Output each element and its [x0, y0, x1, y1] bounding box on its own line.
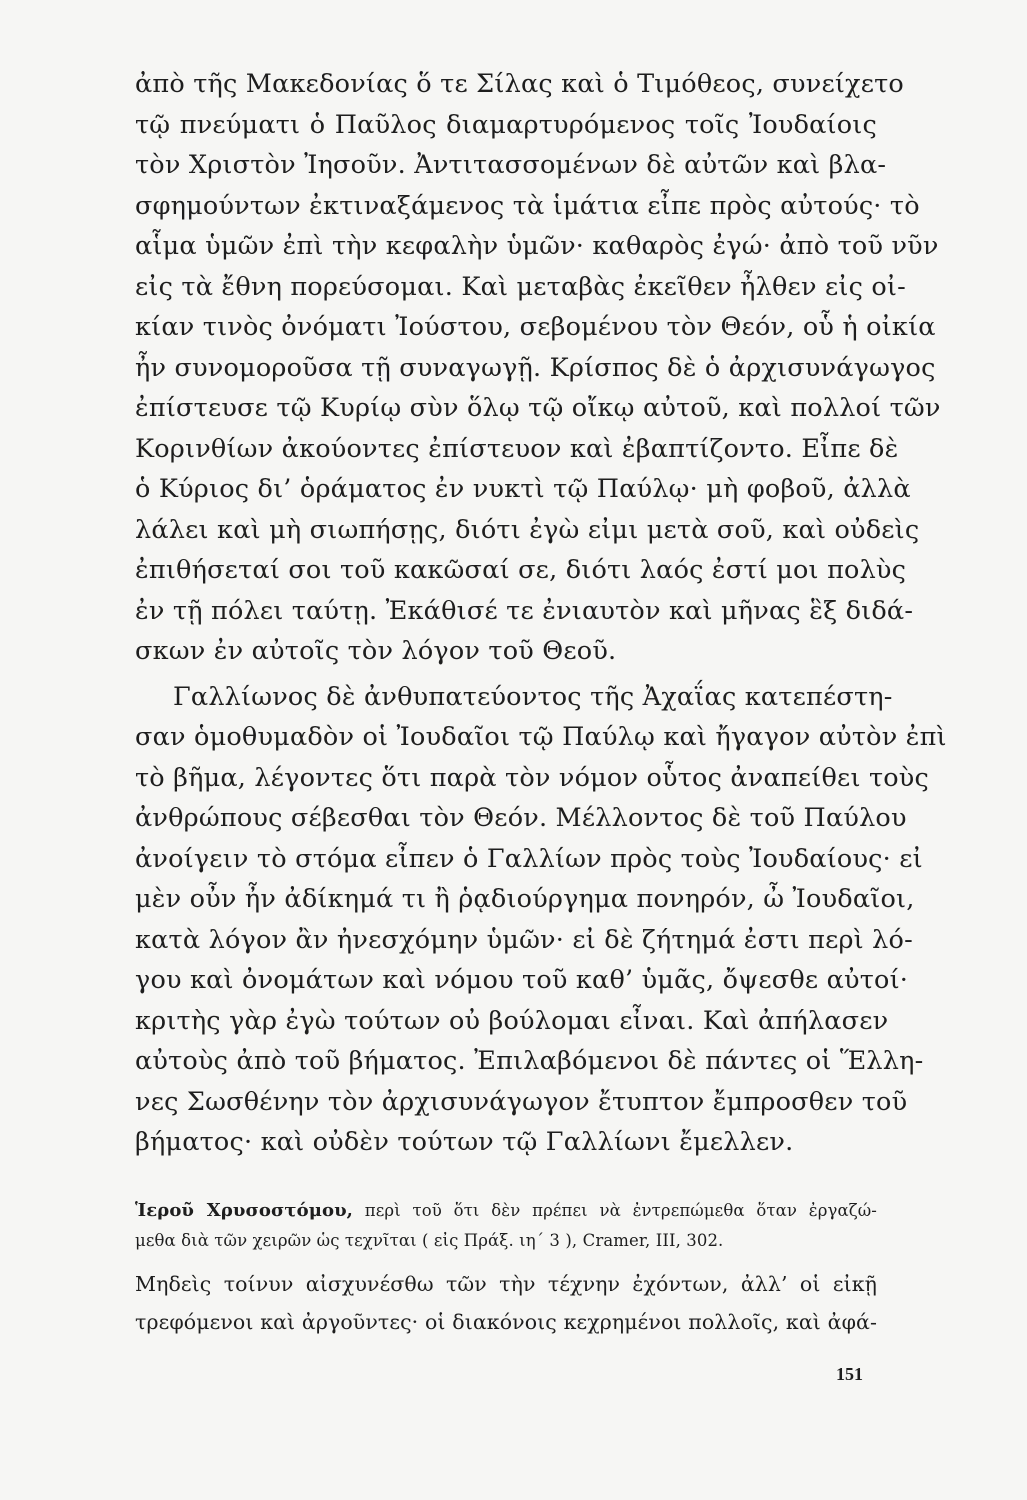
text-line: Γαλλίωνος δὲ ἀνθυπατεύοντος τῆς Ἀχαΐας κατεπέστη-: [173, 681, 893, 712]
text-line: αὐτοὺς ἀπὸ τοῦ βήματος. Ἐπιλαβόμενοι δὲ πάντες οἱ Ἕλλη-: [135, 1046, 924, 1076]
paragraph-2: [135, 677, 947, 1163]
text-line: σκων ἐν αὐτοῖς τὸν λόγον τοῦ Θεοῦ.: [135, 636, 617, 666]
text-line: ἀνθρώπους σέβεσθαι τὸν Θεόν. Μέλλοντος δὲ τοῦ Παύλου: [135, 803, 907, 833]
citation-line-2: μεθα διὰ τῶν χειρῶν ὡς τεχνῖται ( εἰς Πράξ. ιη΄ 3 ), Cramer, III, 302.: [135, 1231, 724, 1250]
text-line: ἀπὸ τῆς Μακεδονίας ὅ τε Σίλας καὶ ὁ Τιμόθεος, συνείχετο: [135, 69, 904, 99]
text-line: ἐν τῇ πόλει ταύτῃ. Ἐκάθισέ τε ἐνιαυτὸν καὶ μῆνας ἓξ διδά-: [135, 595, 914, 626]
text-line: τὸν Χριστὸν Ἰησοῦν. Ἀντιτασσομένων δὲ αὐτῶν καὶ βλα-: [135, 150, 887, 180]
quote-line: Μηδεὶς τοίνυν αἰσχυνέσθω τῶν τὴν τέχνην ἐχόντων, ἀλλ’ οἱ εἰκῇ: [135, 1272, 877, 1296]
text-line: λάλει καὶ μὴ σιωπήσῃς, διότι ἐγὼ εἰμι μετὰ σοῦ, καὶ οὐδεὶς: [135, 514, 920, 545]
text-line: Κορινθίων ἀκούοντες ἐπίστευον καὶ ἐβαπτίζοντο. Εἶπε δὲ: [135, 433, 899, 464]
text-line: κατὰ λόγον ἂν ἠνεσχόμην ὑμῶν· εἰ δὲ ζήτημά ἐστι περὶ λό-: [135, 924, 913, 955]
text-line: γου καὶ ὀνομάτων καὶ νόμου τοῦ καθ’ ὑμᾶς, ὄψεσθε αὐτοί·: [135, 965, 909, 995]
text-line: ἀνοίγειν τὸ στόμα εἶπεν ὁ Γαλλίων πρὸς τοὺς Ἰουδαίους· εἰ: [135, 843, 923, 874]
text-line: εἰς τὰ ἔθνη πορεύσομαι. Καὶ μεταβὰς ἐκεῖθεν ἦλθεν εἰς οἰ-: [135, 271, 906, 302]
text-line: μὲν οὖν ἦν ἀδίκημά τι ἢ ῥᾳδιούργημα πονηρόν, ὦ Ἰουδαῖοι,: [135, 884, 915, 914]
text-line: βήματος· καὶ οὐδὲν τούτων τῷ Γαλλίωνι ἔμελλεν.: [135, 1127, 794, 1157]
citation-line-1: [135, 1196, 877, 1226]
text-line: αἷμα ὑμῶν ἐπὶ τὴν κεφαλὴν ὑμῶν· καθαρὸς ἐγώ· ἀπὸ τοῦ νῦν: [135, 231, 939, 261]
text-line: ἐπίστευσε τῷ Κυρίῳ σὺν ὅλῳ τῷ οἴκῳ αὐτοῦ, καὶ πολλοί τῶν: [135, 393, 941, 423]
page-number: 151: [836, 1364, 863, 1384]
text-line: κριτὴς γὰρ ἐγὼ τούτων οὐ βούλομαι εἶναι. Καὶ ἀπήλασεν: [135, 1005, 889, 1036]
text-line: σφημούντων ἐκτιναξάμενος τὰ ἱμάτια εἶπε πρὸς αὐτούς· τὸ: [135, 190, 920, 221]
text-line: ὁ Κύριος δι’ ὁράματος ἐν νυκτὶ τῷ Παύλῳ· μὴ φοβοῦ, ἀλλὰ: [135, 474, 911, 504]
text-line: τὸ βῆμα, λέγοντες ὅτι παρὰ τὸν νόμον οὗτος ἀναπείθει τοὺς: [135, 762, 929, 793]
text-line: νες Σωσθένην τὸν ἀρχισυνάγωγον ἔτυπτον ἔμπροσθεν τοῦ: [135, 1086, 908, 1117]
quote-line: τρεφόμενοι καὶ ἀργοῦντες· οἱ διακόνοις κεχρημένοι πολλοῖς, καὶ ἀφά-: [135, 1310, 877, 1334]
text-line: κίαν τινὸς ὀνόματι Ἰούστου, σεβομένου τὸν Θεόν, οὗ ἡ οἰκία: [135, 312, 936, 342]
text-line: ἦν συνομοροῦσα τῇ συναγωγῇ. Κρίσπος δὲ ὁ ἀρχισυνάγωγος: [135, 352, 936, 383]
main-text: [135, 64, 947, 1163]
citation-title: περὶ τοῦ ὅτι δὲν πρέπει νὰ ἐντρεπώμεθα ὅταν ἐργαζώ-: [364, 1201, 877, 1220]
citation-heading: [135, 1196, 877, 1256]
text-line: τῷ πνεύματι ὁ Παῦλος διαμαρτυρόμενος τοῖς Ἰουδαίοις: [135, 109, 877, 140]
citation-author: Ἱεροῦ Χρυσοστόμου,: [135, 1200, 354, 1221]
paragraph-1: [135, 64, 941, 672]
quoted-text: [135, 1265, 877, 1341]
text-line: ἐπιθήσεταί σοι τοῦ κακῶσαί σε, διότι λαός ἐστί μοι πολὺς: [135, 555, 907, 585]
text-line: σαν ὁμοθυμαδὸν οἱ Ἰουδαῖοι τῷ Παύλῳ καὶ ἤγαγον αὐτὸν ἐπὶ: [135, 722, 947, 752]
